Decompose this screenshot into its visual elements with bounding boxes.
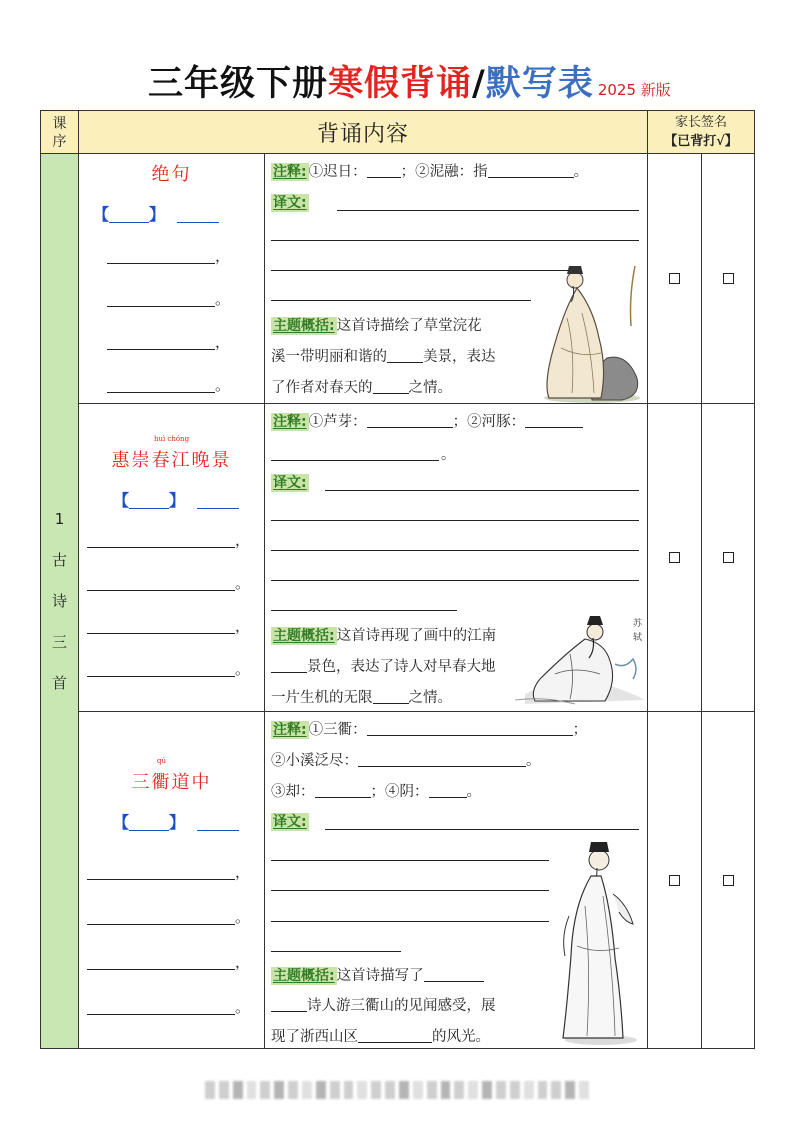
- dynasty-blank[interactable]: [129, 493, 169, 509]
- header-seq: 课序: [41, 111, 79, 154]
- translation-blank[interactable]: [337, 210, 639, 211]
- header-sign-line1: 家长签名: [675, 115, 728, 130]
- translation-blank[interactable]: [325, 490, 639, 491]
- translation-label: 译文:: [273, 475, 307, 491]
- note-blank[interactable]: [367, 722, 573, 736]
- poem-line: 。: [79, 288, 264, 309]
- lesson-char: 首: [51, 673, 67, 692]
- poem-line-blank[interactable]: [87, 865, 235, 880]
- header-content: 背诵内容: [79, 111, 648, 154]
- poem-line: ，: [79, 331, 264, 352]
- poem-row-2: [41, 404, 755, 712]
- lesson-number: 1: [54, 509, 65, 528]
- translation-blank[interactable]: [271, 270, 569, 271]
- title-recite: 寒假背诵: [328, 64, 473, 104]
- poem-line: 。: [79, 374, 264, 395]
- title-grade: 三年级下册: [148, 64, 329, 104]
- poem-line: 。: [79, 906, 264, 927]
- content-cell-3: [265, 712, 648, 1049]
- poem-title: huì chóng 惠崇春江晚景: [111, 435, 232, 471]
- poem-line: ，: [79, 951, 264, 972]
- poet-illustration: [557, 836, 647, 1046]
- author-blank[interactable]: [197, 493, 239, 509]
- notes-label: 注释:: [273, 722, 307, 738]
- translation-blank[interactable]: [325, 829, 639, 830]
- poem-line-blank[interactable]: [107, 292, 215, 307]
- notes-label: 注释:: [273, 164, 307, 180]
- note-blank[interactable]: [315, 784, 371, 798]
- poem-line: 。: [79, 996, 264, 1017]
- lesson-char: 诗: [51, 591, 67, 610]
- poem-line-blank[interactable]: [107, 378, 215, 393]
- poem-cell-1: [79, 154, 265, 404]
- theme-blank[interactable]: [271, 998, 307, 1012]
- theme-blank[interactable]: [424, 968, 484, 982]
- poem-line: ，: [79, 615, 264, 636]
- poem-title: 三 qú 衢道中: [131, 757, 212, 793]
- theme-label: 主题概括:: [273, 968, 335, 984]
- poem-pinyin: qú: [157, 757, 166, 765]
- theme-line: 主题概括: 这首诗描写了: [271, 967, 484, 985]
- theme-line: 一片生机的无限 之情。: [271, 690, 452, 706]
- dynasty-blank[interactable]: [109, 207, 149, 223]
- theme-blank[interactable]: [373, 380, 409, 394]
- sign-cell-3b: [702, 712, 755, 1049]
- theme-line: 景色，表达了诗人对早春大地: [271, 658, 496, 676]
- theme-label: 主题概括:: [273, 318, 335, 334]
- title-slash: /: [472, 64, 486, 104]
- notes-label: 注释:: [273, 414, 307, 430]
- sign-checkbox[interactable]: [723, 552, 734, 563]
- notes-line: 注释: ①芦芽： ；②河豚：: [271, 413, 583, 431]
- theme-blank[interactable]: [358, 1029, 432, 1043]
- poem-row-1: [41, 154, 755, 404]
- sign-checkbox[interactable]: [723, 875, 734, 886]
- note-blank[interactable]: [488, 164, 574, 178]
- poem-line: 。: [79, 572, 264, 593]
- poem-line: ，: [79, 529, 264, 550]
- poem-pinyin: huì chóng: [153, 435, 190, 443]
- theme-label: 主题概括:: [273, 628, 335, 644]
- theme-blank[interactable]: [387, 349, 423, 363]
- poem-line: ，: [79, 245, 264, 266]
- poem-line-blank[interactable]: [87, 619, 235, 634]
- poet-illustration: [537, 258, 647, 404]
- header-sign-line2: 【已背打√】: [664, 134, 738, 149]
- sign-checkbox[interactable]: [669, 552, 680, 563]
- translation-blank[interactable]: [271, 951, 401, 952]
- translation-blank[interactable]: [271, 240, 639, 241]
- author-field: 【 】: [79, 202, 264, 225]
- translation-blank[interactable]: [271, 580, 639, 581]
- poem-line-blank[interactable]: [87, 576, 235, 591]
- sign-cell-1a: [648, 154, 702, 404]
- theme-line: 诗人游三衢山的见闻感受，展: [271, 997, 496, 1015]
- author-field: 【 】: [79, 488, 264, 511]
- note-blank[interactable]: [358, 753, 526, 767]
- notes-line: ②小溪泛尽： 。: [271, 753, 541, 769]
- theme-line: 主题概括: 这首诗描绘了草堂浣花: [273, 318, 482, 334]
- note-blank[interactable]: [429, 784, 467, 798]
- theme-line: 了作者对春天的 之情。: [271, 380, 452, 396]
- notes-line: 注释: ①迟日： ；②泥融：指 。: [273, 164, 589, 180]
- translation-blank[interactable]: [271, 610, 457, 611]
- sign-checkbox[interactable]: [669, 273, 680, 284]
- blurred-footer-watermark: [205, 1078, 589, 1102]
- sign-cell-2a: [648, 404, 702, 712]
- note-blank[interactable]: [367, 414, 453, 428]
- content-cell-2: 注释: ①芦芽： ；②河豚： 。 译文: 主题概括: 这首诗再现了画中的江南 景色，表达了诗人对早春大地 一片生机的无限 之情。 苏 轼: [265, 404, 648, 712]
- poem-line-blank[interactable]: [107, 249, 215, 264]
- poem-line-blank[interactable]: [107, 335, 215, 350]
- translation-blank[interactable]: [271, 890, 549, 891]
- translation-blank[interactable]: [271, 550, 639, 551]
- poet-illustration: [515, 604, 647, 708]
- header-sign: [648, 111, 755, 154]
- lesson-char: 三: [51, 632, 67, 651]
- note-blank[interactable]: [525, 414, 583, 428]
- sign-checkbox[interactable]: [669, 875, 680, 886]
- poem-line-blank[interactable]: [87, 533, 235, 548]
- sign-checkbox[interactable]: [723, 273, 734, 284]
- theme-blank[interactable]: [373, 690, 409, 704]
- theme-blank[interactable]: [271, 659, 307, 673]
- sign-cell-2b: [702, 404, 755, 712]
- header-row: [41, 111, 755, 154]
- translation-blank[interactable]: [271, 860, 549, 861]
- poem-cell-3: [79, 712, 265, 1049]
- page-title: [148, 56, 671, 106]
- lesson-cell: [41, 154, 79, 1049]
- note-blank[interactable]: [367, 164, 401, 178]
- translation-label: 译文:: [273, 195, 307, 211]
- poem-line: 。: [79, 658, 264, 679]
- translation-blank[interactable]: [271, 921, 549, 922]
- content-cell-1: [265, 154, 648, 404]
- translation-line: [271, 194, 309, 212]
- translation-label: 译文:: [273, 814, 307, 830]
- recitation-table: [40, 110, 755, 1049]
- poem-line-blank[interactable]: [87, 910, 235, 925]
- theme-line: 主题概括: 这首诗再现了画中的江南: [273, 628, 497, 644]
- notes-line: 注释: ①三衢： ；: [273, 722, 588, 738]
- translation-line: [271, 813, 309, 831]
- poem-cell-2: [79, 404, 265, 712]
- poem-row-3: [41, 712, 755, 1049]
- notes-line: ③却： ；④阴： 。: [271, 784, 481, 800]
- dynasty-blank[interactable]: [129, 815, 169, 831]
- theme-line: 溪一带明丽和谐的 美景，表达: [271, 349, 496, 365]
- poem-line-blank[interactable]: [87, 955, 235, 970]
- seal-text-1: 苏: [633, 619, 643, 629]
- title-version: 2025 新版: [597, 81, 671, 99]
- translation-blank[interactable]: [271, 300, 531, 301]
- lesson-char: 古: [51, 550, 67, 569]
- seal-text-2: 轼: [633, 633, 643, 643]
- translation-blank[interactable]: [271, 520, 639, 521]
- poem-line-blank[interactable]: [87, 662, 235, 677]
- title-dictation: 默写表: [485, 64, 594, 104]
- author-blank[interactable]: [197, 815, 239, 831]
- poem-line-blank[interactable]: [87, 1000, 235, 1015]
- author-field: 【 】: [79, 810, 264, 833]
- author-blank[interactable]: [177, 207, 219, 223]
- sign-cell-3a: [648, 712, 702, 1049]
- poem-line: ，: [79, 861, 264, 882]
- poem-title: 绝句: [151, 164, 192, 185]
- theme-line: 现了浙西山区 的风光。: [271, 1029, 490, 1045]
- sign-cell-1b: [702, 154, 755, 404]
- translation-line: [271, 474, 309, 492]
- note-blank[interactable]: [271, 460, 439, 461]
